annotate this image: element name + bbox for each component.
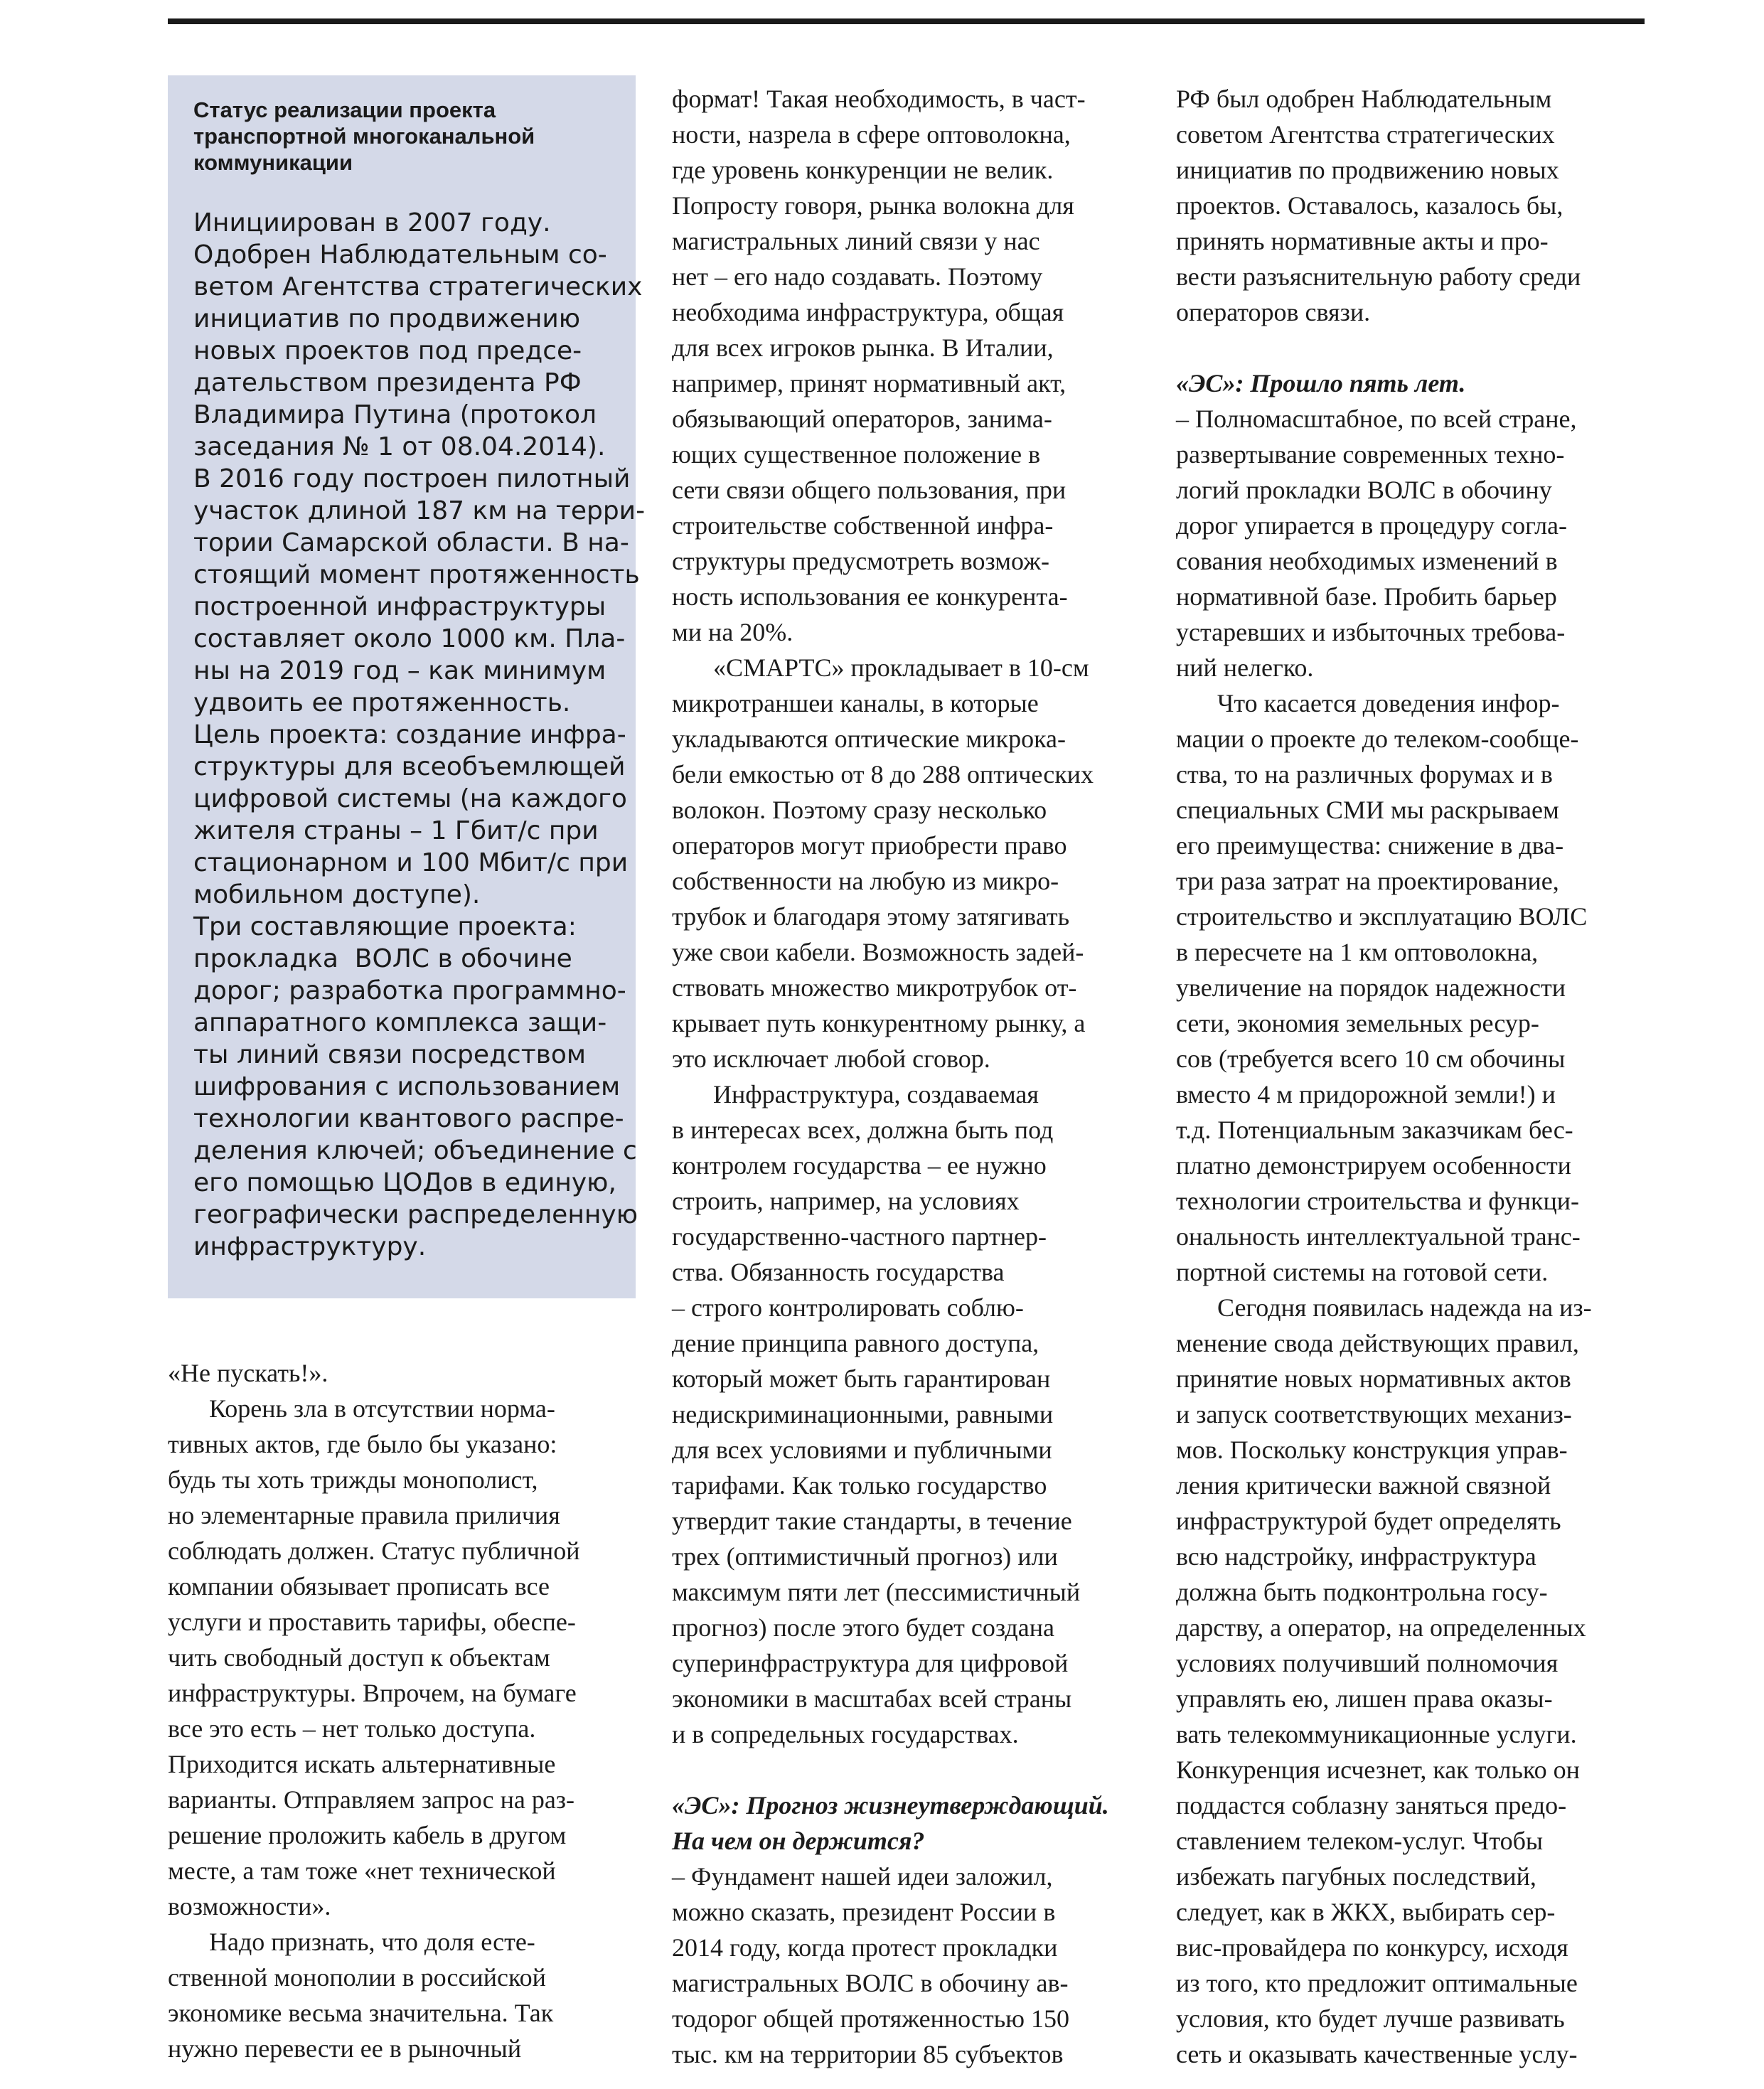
sidebar-title-line: транспортной многоканальной (193, 124, 535, 149)
article-text-line: ющих существенное положение в (672, 440, 1041, 469)
article-text-line: Попросту говоря, рынка волокна для (672, 191, 1074, 220)
article-text-line: ность использования ее конкурента- (672, 582, 1068, 611)
article-text-line: и запуск соответствующих механиз- (1176, 1400, 1572, 1428)
article-text-line: Корень зла в отсутствии норма- (209, 1394, 555, 1423)
article-text-line: структуры предусмотреть возмож- (672, 547, 1050, 575)
article-text-line: например, принят нормативный акт, (672, 369, 1067, 397)
article-text-line: услуги и проставить тарифы, обеспе- (168, 1608, 576, 1636)
article-text-line: избежать пагубных последствий, (1176, 1862, 1536, 1891)
article-text-line: вместо 4 м придорожной земли!) и (1176, 1080, 1556, 1108)
sidebar-title (193, 97, 610, 176)
article-text-line: РФ был одобрен Наблюдательным (1176, 85, 1552, 113)
article-text-line: магистральных линий связи у нас (672, 227, 1040, 255)
article-text-line: для всех условиями и публичными (672, 1436, 1052, 1464)
article-text-line: Приходится искать альтернативные (168, 1750, 556, 1778)
article-text-line: трех (оптимистичный прогноз) или (672, 1542, 1058, 1571)
sidebar-text-line: удвоить ее протяженность. (193, 688, 571, 717)
article-text-line: технологии строительства и функци- (1176, 1187, 1579, 1215)
article-text-line: – Фундамент нашей идеи заложил, (672, 1862, 1053, 1891)
article-text-line: прогноз) после этого будет создана (672, 1613, 1054, 1642)
top-rule (168, 18, 1645, 24)
article-text-line: все это есть – нет только доступа. (168, 1714, 536, 1743)
article-text-line: крывает путь конкурентному рынку, а (672, 1009, 1086, 1037)
article-text-line: обязывающий операторов, занима- (672, 405, 1052, 433)
article-text-line: три раза затрат на проектирование, (1176, 867, 1559, 895)
article-text-line: строить, например, на условиях (672, 1187, 1020, 1215)
article-text-line: сеть и оказывать качественные услу- (1176, 2040, 1578, 2068)
article-text-line: ми на 20%. (672, 618, 793, 646)
sidebar-text-line: Владимира Путина (протокол (193, 400, 597, 429)
article-text-line: строительство и эксплуатацию ВОЛС (1176, 902, 1588, 931)
sidebar-body (193, 207, 646, 1263)
article-text-line: ний нелегко. (1176, 653, 1314, 682)
article-text-line: – Полномасштабное, по всей стране, (1176, 405, 1577, 433)
article-text-line: нет – его надо создавать. Поэтому (672, 262, 1043, 291)
article-text-line: волокон. Поэтому сразу несколько (672, 796, 1047, 824)
article-text-line: недискриминационными, равными (672, 1400, 1054, 1428)
article-text-line: платно демонстрируем особенности (1176, 1151, 1571, 1180)
article-text-line: специальных СМИ мы раскрываем (1176, 796, 1559, 824)
article-text-line: в пересчете на 1 км оптоволокна, (1176, 938, 1539, 966)
article-column-2 (672, 81, 1155, 2072)
article-text-line: ствовать множество микротрубок от- (672, 973, 1077, 1002)
article-text-line: мов. Поскольку конструкция управ- (1176, 1436, 1568, 1464)
article-text-line: дарству, а оператор, на определенных (1176, 1613, 1586, 1642)
article-text-line: Что касается доведения инфор- (1217, 689, 1560, 717)
article-text-line: магистральных ВОЛС в обочину ав- (672, 1969, 1069, 1997)
sidebar-text-line: участок длиной 187 км на терри- (193, 496, 646, 525)
paragraph-gap (1176, 330, 1659, 365)
article-text-line: следует, как в ЖКХ, выбирать сер- (1176, 1898, 1556, 1926)
article-text-line: дение принципа равного доступа, (672, 1329, 1039, 1357)
article-text-line: максимум пяти лет (пессимистичный (672, 1578, 1081, 1606)
sidebar-text-line: деления ключей; объединение с (193, 1136, 637, 1165)
article-text-line: вать телекоммуникационные услуги. (1176, 1720, 1577, 1748)
article-text-line: развертывание современных техно- (1176, 440, 1565, 469)
article-text-line: можно сказать, президент России в (672, 1898, 1056, 1926)
sidebar-text-line: построенной инфраструктуры (193, 592, 606, 621)
article-text-line: укладываются оптические микрока- (672, 725, 1066, 753)
article-text-line: Конкуренция исчезнет, как только он (1176, 1756, 1580, 1784)
sidebar-text-line: шифрования с использованием (193, 1072, 621, 1101)
article-text-line: это исключает любой сговор. (672, 1044, 990, 1073)
sidebar-text-line: географически распределенную (193, 1200, 638, 1229)
article-text-line: поддастся соблазну заняться предо- (1176, 1791, 1567, 1820)
article-text-line: Сегодня появилась надежда на из- (1217, 1293, 1592, 1322)
sidebar-text-line: Три составляющие проекта: (193, 912, 577, 941)
article-text-line: тивных актов, где было бы указано: (168, 1430, 557, 1458)
article-text-line: управлять ею, лишен права оказы- (1176, 1684, 1553, 1713)
article-text-line: контролем государства – ее нужно (672, 1151, 1047, 1180)
article-text-line: и в сопредельных государствах. (672, 1720, 1019, 1748)
article-text-line: сования необходимых изменений в (1176, 547, 1558, 575)
article-text-line: строительстве собственной инфра- (672, 511, 1054, 540)
sidebar-text-line: составляет около 1000 км. Пла- (193, 624, 626, 653)
paragraph-gap (672, 1752, 1155, 1788)
article-text-line: дорог упирается в процедуру согла- (1176, 511, 1568, 540)
sidebar-text-line: технологии квантового распре- (193, 1104, 624, 1133)
article-text-line: формат! Такая необходимость, в част- (672, 85, 1086, 113)
sidebar-text-line: структуры для всеобъемлющей (193, 752, 626, 781)
article-text-line: соблюдать должен. Статус публичной (168, 1537, 580, 1565)
sidebar-title-line: Статус реализации проекта (193, 97, 496, 122)
interview-question-line: «ЭС»: Прогноз жизнеутверждающий. (672, 1791, 1109, 1820)
article-text-line: микротраншеи каналы, в которые (672, 689, 1039, 717)
article-text-line: Надо признать, что доля есте- (209, 1928, 535, 1956)
article-text-line: устаревших и избыточных требова- (1176, 618, 1566, 646)
article-text-line: всю надстройку, инфраструктура (1176, 1542, 1536, 1571)
article-text-line: бели емкостью от 8 до 288 оптических (672, 760, 1094, 789)
article-text-line: ональность интеллектуальной транс- (1176, 1222, 1581, 1251)
interview-question-line: На чем он держится? (672, 1827, 925, 1855)
article-text-line: чить свободный доступ к объектам (168, 1643, 550, 1672)
sidebar-text-line: Цель проекта: создание инфра- (193, 720, 626, 749)
sidebar-text-line: ны на 2019 год – как минимум (193, 656, 606, 685)
article-text-line: ственной монополии в российской (168, 1963, 546, 1992)
article-text-line: инициатив по продвижению новых (1176, 156, 1559, 184)
article-text-line: вис-провайдера по конкурсу, исходя (1176, 1933, 1568, 1962)
sidebar-title-line: коммуникации (193, 150, 353, 175)
sidebar-text-line: мобильном доступе). (193, 880, 481, 909)
article-text-line: экономике весьма значительна. Так (168, 1999, 554, 2027)
article-text-line: ставлением телеком-услуг. Чтобы (1176, 1827, 1544, 1855)
article-text-line: уже свои кабели. Возможность задей- (672, 938, 1084, 966)
sidebar-text-line: жителя страны – 1 Гбит/с при (193, 816, 599, 845)
sidebar-text-line: цифровой системы (на каждого (193, 784, 627, 813)
article-text-line: сов (требуется всего 10 см обочины (1176, 1044, 1566, 1073)
article-text-line: принять нормативные акты и про- (1176, 227, 1549, 255)
article-text-line: вести разъяснительную работу среди (1176, 262, 1581, 291)
article-text-line: операторов могут приобрести право (672, 831, 1067, 860)
article-text-line: суперинфраструктура для цифровой (672, 1649, 1069, 1677)
article-text-line: логий прокладки ВОЛС в обочину (1176, 476, 1552, 504)
article-text-line: ления критически важной связной (1176, 1471, 1551, 1500)
sidebar-text-line: стоящий момент протяженность (193, 560, 640, 589)
article-text-line: мации о проекте до телеком-сообще- (1176, 725, 1579, 753)
sidebar-text-line: дорог; разработка программно- (193, 976, 626, 1005)
sidebar-text-line: ветом Агентства стратегических (193, 272, 643, 301)
article-text-line: «Не пускать!». (168, 1359, 328, 1387)
sidebar-text-line: инфраструктуру. (193, 1232, 427, 1261)
article-text-line: трубок и благодаря этому затягивать (672, 902, 1069, 931)
article-text-line: тодорог общей протяженностью 150 (672, 2004, 1070, 2033)
article-column-3 (1176, 81, 1659, 2072)
article-text-line: для всех игроков рынка. В Италии, (672, 333, 1054, 362)
article-text-line: условиях получивший полномочия (1176, 1649, 1559, 1677)
sidebar-text-line: дательством президента РФ (193, 368, 582, 397)
article-text-line: нормативной базе. Пробить барьер (1176, 582, 1557, 611)
article-text-line: возможности». (168, 1892, 331, 1920)
article-text-line: варианты. Отправляем запрос на раз- (168, 1785, 575, 1814)
article-text-line: экономики в масштабах всей страны (672, 1684, 1072, 1713)
project-status-sidebar (168, 75, 646, 1298)
article-text-line: государственно-частного партнер- (672, 1222, 1047, 1251)
article-text-line: проектов. Оставалось, казалось бы, (1176, 191, 1563, 220)
article-text-line: но элементарные правила приличия (168, 1501, 560, 1529)
article-text-line: операторов связи. (1176, 298, 1371, 326)
article-text-line: должна быть подконтрольна госу- (1176, 1578, 1548, 1606)
article-text-line: сети, экономия земельных ресур- (1176, 1009, 1539, 1037)
article-text-line: нужно перевести ее в рыночный (168, 2034, 522, 2063)
article-text-line: который может быть гарантирован (672, 1364, 1051, 1393)
article-text-line: менение свода действующих правил, (1176, 1329, 1579, 1357)
article-text-line: в интересах всех, должна быть под (672, 1116, 1054, 1144)
article-text-line: портной системы на готовой сети. (1176, 1258, 1549, 1286)
article-text-line: условия, кто будет лучше развивать (1176, 2004, 1565, 2033)
article-text-line: 2014 году, когда протест прокладки (672, 1933, 1058, 1962)
sidebar-text-line: аппаратного комплекса защи- (193, 1008, 607, 1037)
sidebar-text-line: В 2016 году построен пилотный (193, 464, 631, 493)
article-text-line: инфраструктурой будет определять (1176, 1507, 1561, 1535)
article-text-line: увеличение на порядок надежности (1176, 973, 1566, 1002)
article-text-line: т.д. Потенциальным заказчикам бес- (1176, 1116, 1573, 1144)
sidebar-text-line: тории Самарской области. В на- (193, 528, 629, 557)
article-text-line: советом Агентства стратегических (1176, 120, 1555, 149)
article-text-line: ства. Обязанность государства (672, 1258, 1005, 1286)
article-text-line: месте, а там тоже «нет технической (168, 1856, 556, 1885)
sidebar-text-line: новых проектов под предсе- (193, 336, 582, 365)
article-text-line: компании обязывает прописать все (168, 1572, 550, 1601)
article-text-line: решение проложить кабель в другом (168, 1821, 567, 1849)
article-text-line: инфраструктуры. Впрочем, на бумаге (168, 1679, 577, 1707)
article-text-line: необходима инфраструктура, общая (672, 298, 1064, 326)
article-text-line: ности, назрела в сфере оптоволокна, (672, 120, 1071, 149)
article-text-line: будь ты хоть трижды монополист, (168, 1465, 538, 1494)
article-text-line: принятие новых нормативных актов (1176, 1364, 1571, 1393)
article-text-line: Инфраструктура, создаваемая (713, 1080, 1039, 1108)
sidebar-text-line: ты линий связи посредством (193, 1040, 587, 1069)
sidebar-text-line: его помощью ЦОДов в единую, (193, 1168, 616, 1197)
sidebar-text-line: Одобрен Наблюдательным со- (193, 240, 607, 269)
article-text-line: утвердит такие стандарты, в течение (672, 1507, 1072, 1535)
article-text-line: сети связи общего пользования, при (672, 476, 1067, 504)
article-text-line: тарифами. Как только государство (672, 1471, 1047, 1500)
article-text-line: собственности на любую из микро- (672, 867, 1059, 895)
sidebar-text-line: стационарном и 100 Мбит/с при (193, 848, 629, 877)
article-text-line: из того, кто предложит оптимальные (1176, 1969, 1578, 1997)
article-text-line: – строго контролировать соблю- (672, 1293, 1024, 1322)
article-text-line: тыс. км на территории 85 субъектов (672, 2040, 1064, 2068)
article-text-line: «СМАРТС» прокладывает в 10-см (713, 653, 1089, 682)
article-text-line: где уровень конкуренции не велик. (672, 156, 1054, 184)
sidebar-text-line: заседания № 1 от 08.04.2014). (193, 432, 606, 461)
article-column-1 (168, 1355, 651, 2066)
sidebar-text-line: Инициирован в 2007 году. (193, 208, 551, 237)
interview-question-line: «ЭС»: Прошло пять лет. (1176, 369, 1466, 397)
sidebar-text-line: прокладка ВОЛС в обочине (193, 944, 572, 973)
sidebar-text-line: инициатив по продвижению (193, 304, 581, 333)
article-text-line: его преимущества: снижение в два- (1176, 831, 1564, 860)
article-text-line: ства, то на различных форумах и в (1176, 760, 1553, 789)
